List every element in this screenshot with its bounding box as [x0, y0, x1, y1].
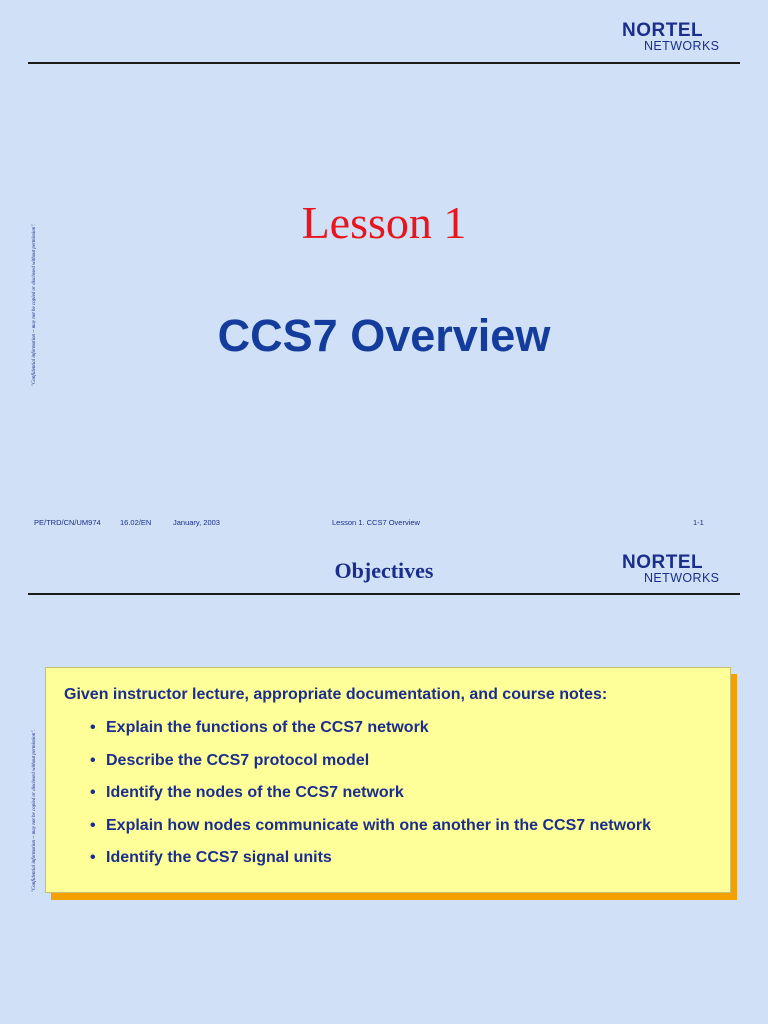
- nortel-logo: [608, 20, 738, 60]
- logo-line1: NORTEL: [622, 552, 704, 573]
- confidential-notice: "Confidential information -- may not be copied or disclosed without permission".: [32, 223, 37, 386]
- list-item: [90, 784, 651, 817]
- objective-text: Identify the nodes of the CCS7 network: [106, 784, 404, 801]
- footer-version: 16.02/EN: [120, 518, 152, 527]
- bullet-icon: •: [90, 784, 96, 801]
- objective-text: Explain the functions of the CCS7 network: [106, 719, 429, 736]
- slide-objectives: [0, 512, 768, 1024]
- footer-page: 1-1: [693, 518, 704, 527]
- list-item: [90, 752, 651, 785]
- footer-lesson: Lesson 1. CCS7 Overview: [332, 518, 420, 527]
- objectives-lead: Given instructor lecture, appropriate documentation, and course notes:: [64, 686, 608, 703]
- confidential-notice: "Confidential information -- may not be copied or disclosed without permission".: [32, 729, 37, 892]
- list-item: [90, 849, 651, 882]
- objective-text: Describe the CCS7 protocol model: [106, 751, 370, 769]
- lesson-title: Lesson 1: [301, 197, 467, 248]
- logo-line2: NETWORKS: [644, 571, 720, 585]
- logo-line2: NETWORKS: [644, 39, 720, 53]
- header-rule: [28, 593, 740, 595]
- objectives-title: Objectives: [334, 558, 434, 583]
- logo-line1: NORTEL: [622, 20, 704, 41]
- header-rule: [28, 62, 740, 64]
- objectives-box: [45, 667, 731, 893]
- bullet-icon: •: [90, 719, 96, 736]
- bullet-icon: •: [90, 816, 96, 834]
- list-item: [90, 719, 651, 752]
- lesson-subtitle: CCS7 Overview: [217, 310, 551, 361]
- footer-doc-id: PE/TRD/CN/UM974: [34, 518, 101, 527]
- objective-text: Identify the CCS7 signal units: [106, 849, 332, 866]
- bullet-icon: •: [90, 849, 96, 866]
- objective-text: Explain how nodes communicate with one another in the CCS7 network: [106, 816, 651, 834]
- footer-date: January, 2003: [173, 518, 220, 527]
- bullet-icon: •: [90, 751, 96, 769]
- objectives-list: [90, 719, 651, 882]
- list-item: [90, 817, 651, 850]
